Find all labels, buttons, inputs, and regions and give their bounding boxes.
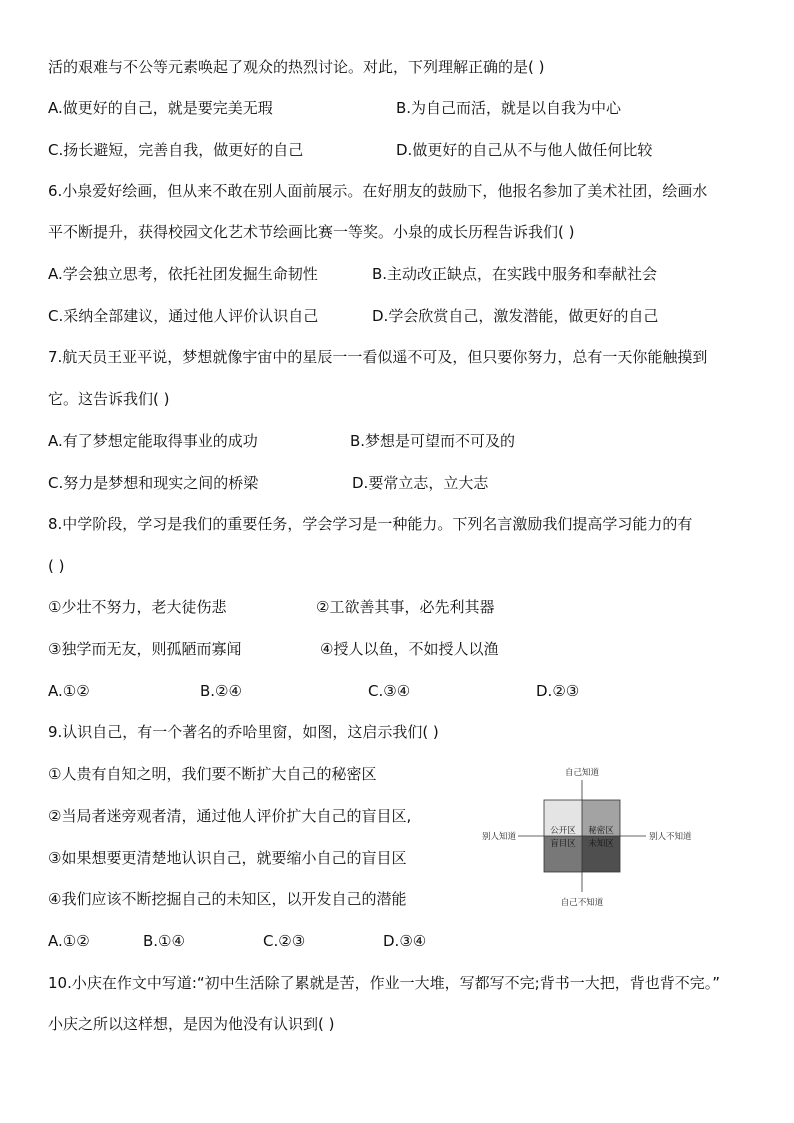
q7-option-d: D.要常立志，立大志: [352, 474, 489, 492]
q9-item-4: ④我们应该不断挖掘自己的未知区，以开发自己的潜能: [48, 890, 407, 908]
label-self-knows: 自己知道: [564, 768, 600, 778]
q5-option-c: C.扬长避短，完善自我，做更好的自己: [48, 141, 304, 159]
q7-stem-line-2: 它。这告诉我们( ): [48, 390, 170, 408]
label-others-know: 别人知道: [482, 832, 517, 842]
quadrant-open-label: 公开区: [550, 826, 576, 836]
q8-option-b: B.②④: [200, 682, 242, 700]
johari-window-figure: [478, 762, 698, 912]
q9-option-b: B.①④: [143, 932, 185, 950]
quadrant-unknown-label: 未知区: [588, 839, 614, 849]
q7-stem-line-1: 7.航天员王亚平说，梦想就像宇宙中的星辰一一看似遥不可及，但只要你努力，总有一天你能触摸到: [48, 348, 708, 366]
q8-item-4: ④授人以鱼，不如授人以渔: [320, 640, 499, 658]
q6-stem-line-1: 6.小泉爱好绘画，但从来不敢在别人面前展示。在好朋友的鼓励下，他报名参加了美术社团，绘画水: [48, 182, 708, 200]
q10-stem-line-1: 10.小庆在作文中写道:“初中生活除了累就是苦，作业一大堆，写都写不完;背书一大把，背也背不完。”: [48, 974, 721, 992]
q7-option-a: A.有了梦想定能取得事业的成功: [48, 432, 258, 450]
q8-option-c: C.③④: [368, 682, 411, 700]
q6-option-d: D.学会欣赏自己，激发潜能，做更好的自己: [372, 307, 659, 325]
q6-option-c: C.采纳全部建议，通过他人评价认识自己: [48, 307, 319, 325]
q5-option-d: D.做更好的自己从不与他人做任何比较: [396, 141, 653, 159]
q9-option-c: C.②③: [263, 932, 306, 950]
q6-option-a: A.学会独立思考，依托社团发掘生命韧性: [48, 265, 318, 283]
q9-stem: 9.认识自己，有一个著名的乔哈里窗，如图，这启示我们( ): [48, 723, 439, 741]
q6-stem-line-2: 平不断提升，获得校园文化艺术节绘画比赛一等奖。小泉的成长历程告诉我们( ): [48, 223, 575, 241]
quadrant-hidden-label: 秘密区: [588, 826, 614, 836]
q5-option-a: A.做更好的自己，就是要完美无瑕: [48, 99, 273, 117]
label-self-unknown: 自己不知道: [560, 898, 604, 908]
quadrant-blind-label: 盲目区: [550, 839, 576, 849]
q9-item-1: ①人贵有自知之明，我们要不断扩大自己的秘密区: [48, 765, 377, 783]
q7-option-b: B.梦想是可望而不可及的: [350, 432, 516, 450]
q8-stem-line-2: ( ): [48, 557, 65, 575]
q8-option-d: D.②③: [536, 682, 580, 700]
q5-option-b: B.为自己而活，就是以自我为中心: [396, 99, 622, 117]
q9-option-a: A.①②: [48, 932, 90, 950]
q8-stem-line-1: 8.中学阶段，学习是我们的重要任务，学会学习是一种能力。下列名言激励我们提高学习能力的有: [48, 515, 693, 533]
q9-option-d: D.③④: [383, 932, 427, 950]
q5-stem-tail: 活的艰难与不公等元素唤起了观众的热烈讨论。对此，下列理解正确的是( ): [48, 58, 545, 76]
q8-option-a: A.①②: [48, 682, 90, 700]
label-others-unknown: 别人不知道: [649, 832, 692, 842]
q8-item-3: ③独学而无友，则孤陋而寡闻: [48, 640, 242, 658]
q9-item-2: ②当局者迷旁观者清，通过他人评价扩大自己的盲目区,: [48, 807, 412, 825]
q9-item-3: ③如果想要更清楚地认识自己，就要缩小自己的盲目区: [48, 849, 407, 867]
q8-item-2: ②工欲善其事，必先利其器: [316, 598, 495, 616]
q8-item-1: ①少壮不努力，老大徒伤悲: [48, 598, 227, 616]
q10-stem-line-2: 小庆之所以这样想，是因为他没有认识到( ): [48, 1015, 335, 1033]
q7-option-c: C.努力是梦想和现实之间的桥梁: [48, 474, 259, 492]
q6-option-b: B.主动改正缺点，在实践中服务和奉献社会: [372, 265, 658, 283]
